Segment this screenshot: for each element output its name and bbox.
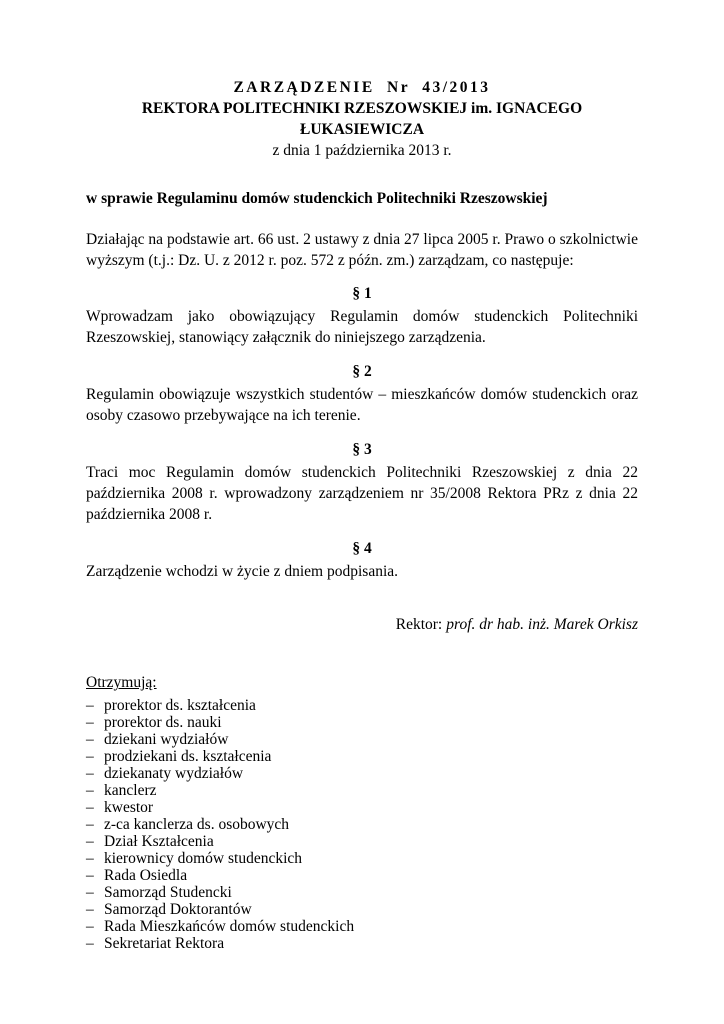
list-dash: – [86, 935, 94, 953]
recipient-text: Sekretariat Rektora [104, 935, 225, 953]
recipient-text: kanclerz [104, 782, 157, 800]
list-dash: – [86, 731, 94, 749]
recipient-item [86, 850, 638, 867]
section-2-text: Regulamin obowiązuje wszystkich studentów – mieszkańców domów studenckich oraz osoby czasowo przebywające na ich terenie. [86, 386, 638, 425]
recipient-text: Samorząd Studencki [104, 884, 232, 902]
section-1-heading: § 1 [352, 285, 372, 303]
recipients-block [86, 673, 638, 952]
recipient-text: Rada Osiedla [104, 867, 188, 885]
section-4-heading: § 4 [352, 539, 372, 557]
title-line1: ZARZĄDZENIE Nr 43/2013 [233, 79, 491, 96]
recipient-text: Samorząd Doktorantów [104, 901, 252, 919]
recipient-item [86, 935, 638, 952]
recipient-text: kwestor [104, 799, 154, 817]
list-dash: – [86, 799, 94, 817]
document-header [86, 78, 638, 162]
recipient-text: z-ca kanclerza ds. osobowych [104, 816, 290, 834]
recipient-item [86, 867, 638, 884]
recipient-text: dziekanaty wydziałów [104, 765, 244, 783]
recipient-item [86, 748, 638, 765]
recipient-item [86, 765, 638, 782]
title-date: z dnia 1 października 2013 r. [272, 141, 452, 159]
recipients-label: Otrzymują: [86, 674, 157, 692]
recipient-item [86, 782, 638, 799]
signature-prefix: Rektor: [395, 615, 443, 633]
list-dash: – [86, 714, 94, 732]
list-dash: – [86, 816, 94, 834]
recipient-item [86, 799, 638, 816]
list-dash: – [86, 901, 94, 919]
recipients-list [86, 697, 638, 952]
recipient-item [86, 884, 638, 901]
recipient-text: prorektor ds. nauki [104, 714, 222, 732]
recipient-item [86, 816, 638, 833]
section-3-heading: § 3 [352, 440, 372, 458]
recipient-text: Dział Kształcenia [104, 833, 214, 851]
signature-line [86, 615, 638, 636]
section-3-text: Traci moc Regulamin domów studenckich Politechniki Rzeszowskiej z dnia 22 października 2008 r. wprowadzony zarządzeniem nr 35/2008 Rektora PRz z dnia 22 października 2008 r. [86, 463, 638, 523]
list-dash: – [86, 748, 94, 766]
list-dash: – [86, 765, 94, 783]
recipient-text: Rada Mieszkańców domów studenckich [104, 918, 355, 936]
recipient-item [86, 901, 638, 918]
recipient-text: prodziekani ds. kształcenia [104, 748, 272, 766]
recipient-item [86, 833, 638, 850]
section-1 [86, 284, 638, 349]
list-dash: – [86, 833, 94, 851]
recipient-item [86, 714, 638, 731]
list-dash: – [86, 850, 94, 868]
section-2-heading: § 2 [352, 363, 372, 381]
list-dash: – [86, 867, 94, 885]
list-dash: – [86, 782, 94, 800]
list-dash: – [86, 918, 94, 936]
section-4-text: Zarządzenie wchodzi w życie z dniem podpisania. [86, 562, 399, 580]
section-3 [86, 440, 638, 526]
section-2 [86, 362, 638, 427]
recipient-item [86, 731, 638, 748]
list-dash: – [86, 884, 94, 902]
recipient-item [86, 697, 638, 714]
recipient-text: kierownicy domów studenckich [104, 850, 303, 868]
signature-name: prof. dr hab. inż. Marek Orkisz [446, 615, 638, 633]
recipient-text: prorektor ds. kształcenia [104, 697, 256, 715]
list-dash: – [86, 697, 94, 715]
subject-line: w sprawie Regulaminu domów studenckich Politechniki Rzeszowskiej [86, 189, 548, 207]
recipient-item [86, 918, 638, 935]
recipient-text: dziekani wydziałów [104, 731, 229, 749]
title-line2: REKTORA POLITECHNIKI RZESZOWSKIEJ im. IGNACEGO ŁUKASIEWICZA [141, 99, 583, 138]
section-4 [86, 539, 638, 583]
section-1-text: Wprowadzam jako obowiązujący Regulamin domów studenckich Politechniki Rzeszowskiej, stanowiący załącznik do niniejszego zarządzenia. [86, 308, 638, 347]
intro-paragraph: Działając na podstawie art. 66 ust. 2 ustawy z dnia 27 lipca 2005 r. Prawo o szkolnictwie wyższym (t.j.: Dz. U. z 2012 r. poz. 572 z późn. zm.) zarządzam, co następuje: [86, 230, 638, 269]
